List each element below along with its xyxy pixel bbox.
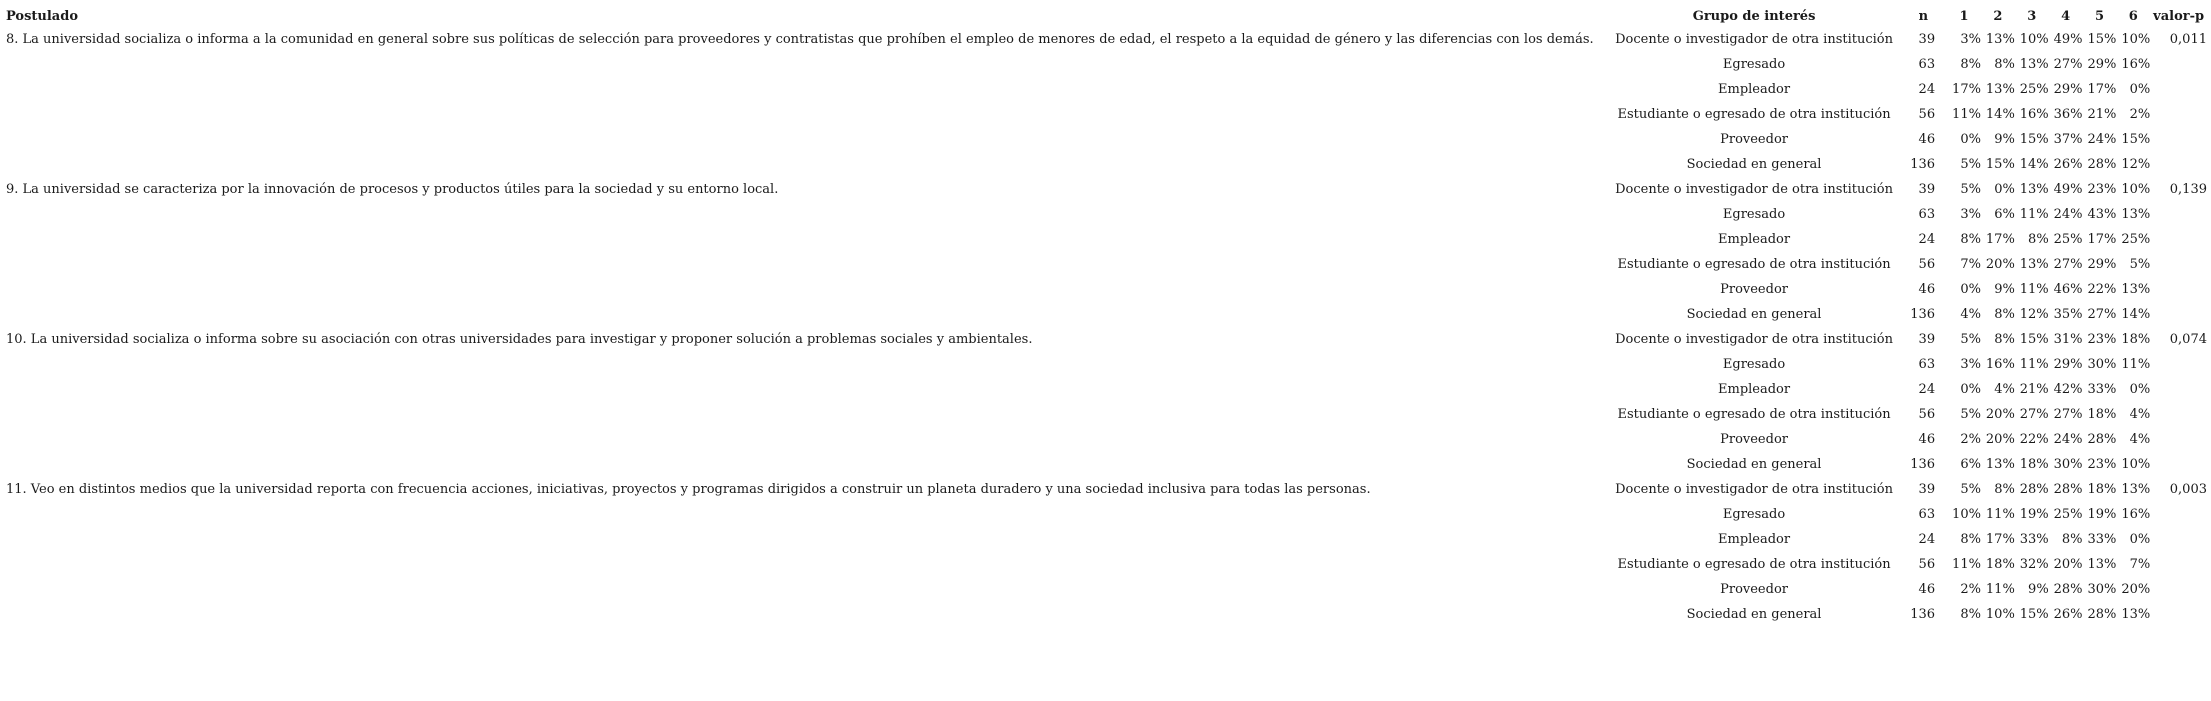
pct-score-1-cell: 2% [1960,432,1981,447]
pct-score-6-cell: 2% [2129,107,2151,122]
grupo-cell: Sociedad en general [1686,307,1822,322]
postulado-text: 11. Veo en distintos medios que la universidad reporta con frecuencia acciones, iniciativas, proyectos y programas dirigidos a construir un planeta duradero y una sociedad inclusiva para todas las personas. [6,482,1371,497]
pct-score-4-cell: 27% [2053,407,2083,422]
table-row [6,152,2211,177]
postulado-empty [6,202,1609,227]
pct-score-6-cell: 13% [2121,607,2151,622]
pct-score-4-cell: 28% [2053,582,2083,597]
pct-score-1-cell: 5% [1960,157,1981,172]
pct-score-2-cell: 8% [1994,57,2015,72]
pct-score-2-cell: 18% [1985,557,2015,572]
postulado-empty [6,252,1609,277]
grupo-cell: Docente o investigador de otra institución [1615,182,1894,197]
grupo-cell: Docente o investigador de otra institución [1615,332,1894,347]
pct-score-1-cell: 6% [1960,457,1981,472]
valor-p-cell: 0,074 [2169,332,2207,347]
pct-score-2-cell: 11% [1985,582,2015,597]
postulado-empty [6,577,1609,602]
grupo-cell: Proveedor [1720,282,1788,297]
postulado-text: 10. La universidad socializa o informa sobre su asociación con otras universidades para investigar y proponer solución a problemas sociales y ambientales. [6,332,1033,347]
pct-score-6-cell: 16% [2121,507,2151,522]
n-cell: 39 [1918,32,1936,47]
n-cell: 24 [1918,232,1936,247]
n-cell: 39 [1918,332,1936,347]
n-cell: 39 [1918,482,1936,497]
pct-score-6-cell: 7% [2129,557,2151,572]
pct-score-6-cell: 10% [2121,182,2151,197]
postulado-empty [6,277,1609,302]
pct-score-6-cell: 4% [2129,407,2151,422]
pct-score-1-cell: 17% [1952,82,1981,97]
pct-score-4-cell: 29% [2053,82,2083,97]
pct-score-2-cell: 9% [1994,282,2015,297]
postulado-empty [6,352,1609,377]
table-row [6,527,2211,552]
n-cell: 136 [1910,157,1936,172]
pct-score-1-cell: 5% [1960,182,1981,197]
grupo-cell: Sociedad en general [1686,457,1822,472]
pct-score-6-cell: 5% [2129,257,2151,272]
valor-p-empty [2150,227,2211,252]
grupo-cell: Egresado [1722,57,1786,72]
table-row [6,52,2211,77]
n-cell: 63 [1918,357,1936,372]
pct-score-2-cell: 15% [1985,157,2015,172]
n-cell: 136 [1910,457,1936,472]
header-score-5: 5 [2094,9,2104,24]
pct-score-5-cell: 33% [2087,532,2117,547]
pct-score-3-cell: 15% [2019,132,2049,147]
grupo-cell: Proveedor [1720,432,1788,447]
pct-score-1-cell: 0% [1960,132,1981,147]
pct-score-3-cell: 14% [2019,157,2049,172]
pct-score-5-cell: 23% [2087,457,2117,472]
pct-score-1-cell: 8% [1960,232,1981,247]
pct-score-1-cell: 0% [1960,382,1981,397]
pct-score-6-cell: 0% [2129,82,2151,97]
pct-score-4-cell: 20% [2053,557,2083,572]
pct-score-2-cell: 14% [1985,107,2015,122]
n-cell: 39 [1918,182,1936,197]
pct-score-4-cell: 24% [2053,432,2083,447]
pct-score-2-cell: 6% [1994,207,2015,222]
pct-score-6-cell: 14% [2121,307,2151,322]
pct-score-1-cell: 8% [1960,57,1981,72]
pct-score-5-cell: 21% [2087,107,2117,122]
valor-p-empty [2150,102,2211,127]
table-row [6,252,2211,277]
pct-score-4-cell: 27% [2053,257,2083,272]
pct-score-5-cell: 22% [2087,282,2117,297]
header-score-2: 2 [1993,9,2003,24]
pct-score-3-cell: 11% [2019,282,2049,297]
pct-score-4-cell: 31% [2053,332,2083,347]
pct-score-4-cell: 27% [2053,57,2083,72]
grupo-cell: Sociedad en general [1686,607,1822,622]
pct-score-3-cell: 11% [2019,357,2049,372]
pct-score-6-cell: 25% [2121,232,2151,247]
grupo-cell: Empleador [1718,382,1791,397]
pct-score-1-cell: 11% [1952,107,1981,122]
grupo-cell: Egresado [1722,357,1786,372]
pct-score-4-cell: 42% [2053,382,2083,397]
valor-p-empty [2150,527,2211,552]
pct-score-6-cell: 20% [2121,582,2151,597]
pct-score-2-cell: 8% [1994,482,2015,497]
postulado-empty [6,127,1609,152]
pct-score-3-cell: 27% [2019,407,2049,422]
pct-score-3-cell: 33% [2019,532,2049,547]
grupo-cell: Proveedor [1720,132,1788,147]
pct-score-5-cell: 17% [2087,232,2117,247]
table-row [6,327,2211,352]
pct-score-5-cell: 17% [2087,82,2117,97]
pct-score-3-cell: 11% [2019,207,2049,222]
pct-score-4-cell: 49% [2053,32,2083,47]
n-cell: 46 [1918,282,1936,297]
valor-p-empty [2150,152,2211,177]
pct-score-6-cell: 18% [2121,332,2151,347]
grupo-cell: Estudiante o egresado de otra institución [1617,557,1891,572]
valor-p-empty [2150,277,2211,302]
postulado-empty [6,377,1609,402]
table-row [6,602,2211,627]
header-score-6: 6 [2128,9,2138,24]
pct-score-3-cell: 22% [2019,432,2049,447]
pct-score-4-cell: 49% [2053,182,2083,197]
pct-score-6-cell: 15% [2121,132,2151,147]
postulado-empty [6,402,1609,427]
pct-score-3-cell: 13% [2019,182,2049,197]
n-cell: 56 [1918,557,1936,572]
table-row [6,377,2211,402]
table-row [6,177,2211,202]
pct-score-1-cell: 3% [1960,32,1981,47]
pct-score-4-cell: 26% [2053,607,2083,622]
valor-p-empty [2150,77,2211,102]
pct-score-3-cell: 25% [2019,82,2049,97]
pct-score-4-cell: 26% [2053,157,2083,172]
valor-p-empty [2150,602,2211,627]
pct-score-6-cell: 0% [2129,382,2151,397]
pct-score-2-cell: 8% [1994,307,2015,322]
n-cell: 136 [1910,607,1936,622]
pct-score-3-cell: 18% [2019,457,2049,472]
pct-score-5-cell: 24% [2087,132,2117,147]
grupo-cell: Egresado [1722,507,1786,522]
pct-score-1-cell: 2% [1960,582,1981,597]
pct-score-6-cell: 13% [2121,482,2151,497]
pct-score-1-cell: 10% [1952,507,1981,522]
pct-score-2-cell: 20% [1985,257,2015,272]
n-cell: 46 [1918,582,1936,597]
table-row [6,452,2211,477]
table-row [6,477,2211,502]
pct-score-4-cell: 8% [2061,532,2083,547]
postulado-text: 9. La universidad se caracteriza por la innovación de procesos y productos útiles para la sociedad y su entorno local. [6,182,779,197]
pct-score-6-cell: 4% [2129,432,2151,447]
pct-score-6-cell: 0% [2129,532,2151,547]
pct-score-6-cell: 11% [2121,357,2151,372]
pct-score-4-cell: 37% [2053,132,2083,147]
pct-score-5-cell: 27% [2087,307,2117,322]
pct-score-5-cell: 23% [2087,332,2117,347]
table-row [6,202,2211,227]
postulado-empty [6,602,1609,627]
pct-score-3-cell: 15% [2019,332,2049,347]
results-table-container [6,6,2211,627]
valor-p-empty [2150,552,2211,577]
postulado-empty [6,427,1609,452]
pct-score-4-cell: 36% [2053,107,2083,122]
header-score-3: 3 [2027,9,2037,24]
grupo-cell: Sociedad en general [1686,157,1822,172]
n-cell: 46 [1918,132,1936,147]
pct-score-4-cell: 24% [2053,207,2083,222]
n-cell: 56 [1918,407,1936,422]
postulado-empty [6,452,1609,477]
valor-p-empty [2150,377,2211,402]
table-row [6,402,2211,427]
pct-score-4-cell: 35% [2053,307,2083,322]
pct-score-3-cell: 13% [2019,57,2049,72]
n-cell: 24 [1918,82,1936,97]
pct-score-1-cell: 5% [1960,332,1981,347]
valor-p-empty [2150,577,2211,602]
pct-score-1-cell: 5% [1960,407,1981,422]
postulado-empty [6,227,1609,252]
n-cell: 24 [1918,382,1936,397]
table-row [6,227,2211,252]
pct-score-3-cell: 16% [2019,107,2049,122]
pct-score-5-cell: 29% [2087,57,2117,72]
valor-p-cell: 0,011 [2169,32,2207,47]
pct-score-2-cell: 11% [1985,507,2015,522]
pct-score-3-cell: 21% [2019,382,2049,397]
pct-score-2-cell: 13% [1985,32,2015,47]
grupo-cell: Estudiante o egresado de otra institución [1617,107,1891,122]
pct-score-5-cell: 28% [2087,157,2117,172]
pct-score-3-cell: 32% [2019,557,2049,572]
pct-score-3-cell: 9% [2028,582,2049,597]
grupo-cell: Proveedor [1720,582,1788,597]
header-score-4: 4 [2061,9,2071,24]
postulado-text: 8. La universidad socializa o informa a la comunidad en general sobre sus políticas de selección para proveedores y contratistas que prohíben el empleo de menores de edad, el respeto a la equidad de género y las diferencias con los demás. [6,32,1594,47]
postulado-empty [6,152,1609,177]
valor-p-empty [2150,52,2211,77]
grupo-cell: Empleador [1718,232,1791,247]
valor-p-empty [2150,427,2211,452]
grupo-cell: Empleador [1718,82,1791,97]
table-row [6,302,2211,327]
table-row [6,102,2211,127]
header-grupo: Grupo de interés [1692,9,1816,24]
pct-score-2-cell: 8% [1994,332,2015,347]
pct-score-2-cell: 4% [1994,382,2015,397]
pct-score-3-cell: 13% [2019,257,2049,272]
pct-score-5-cell: 18% [2087,407,2117,422]
results-table [6,6,2211,627]
table-row [6,577,2211,602]
pct-score-2-cell: 0% [1994,182,2015,197]
table-row [6,552,2211,577]
n-cell: 56 [1918,107,1936,122]
pct-score-5-cell: 29% [2087,257,2117,272]
pct-score-1-cell: 7% [1960,257,1981,272]
n-cell: 24 [1918,532,1936,547]
n-cell: 63 [1918,57,1936,72]
header-valor-p: valor-p [2153,9,2205,24]
pct-score-1-cell: 5% [1960,482,1981,497]
pct-score-2-cell: 13% [1985,457,2015,472]
pct-score-1-cell: 3% [1960,207,1981,222]
n-cell: 56 [1918,257,1936,272]
pct-score-6-cell: 13% [2121,282,2151,297]
header-postulado: Postulado [6,9,78,24]
pct-score-4-cell: 28% [2053,482,2083,497]
pct-score-2-cell: 16% [1985,357,2015,372]
pct-score-5-cell: 30% [2087,357,2117,372]
table-row [6,352,2211,377]
postulado-empty [6,102,1609,127]
valor-p-empty [2150,127,2211,152]
pct-score-1-cell: 3% [1960,357,1981,372]
pct-score-5-cell: 28% [2087,607,2117,622]
table-row [6,427,2211,452]
n-cell: 136 [1910,307,1936,322]
postulado-empty [6,302,1609,327]
pct-score-5-cell: 13% [2087,557,2117,572]
table-row [6,27,2211,52]
pct-score-2-cell: 10% [1985,607,2015,622]
header-score-1: 1 [1959,9,1969,24]
pct-score-6-cell: 12% [2121,157,2151,172]
pct-score-4-cell: 25% [2053,507,2083,522]
grupo-cell: Estudiante o egresado de otra institución [1617,257,1891,272]
pct-score-1-cell: 8% [1960,532,1981,547]
pct-score-2-cell: 13% [1985,82,2015,97]
valor-p-empty [2150,402,2211,427]
pct-score-2-cell: 17% [1985,232,2015,247]
valor-p-empty [2150,452,2211,477]
pct-score-5-cell: 28% [2087,432,2117,447]
pct-score-4-cell: 29% [2053,357,2083,372]
grupo-cell: Docente o investigador de otra institución [1615,32,1894,47]
n-cell: 63 [1918,507,1936,522]
pct-score-3-cell: 8% [2028,232,2049,247]
n-cell: 63 [1918,207,1936,222]
pct-score-2-cell: 17% [1985,532,2015,547]
valor-p-empty [2150,502,2211,527]
pct-score-5-cell: 43% [2087,207,2117,222]
pct-score-5-cell: 30% [2087,582,2117,597]
grupo-cell: Estudiante o egresado de otra institución [1617,407,1891,422]
valor-p-empty [2150,252,2211,277]
pct-score-6-cell: 13% [2121,207,2151,222]
pct-score-6-cell: 10% [2121,32,2151,47]
pct-score-5-cell: 33% [2087,382,2117,397]
pct-score-3-cell: 28% [2019,482,2049,497]
pct-score-1-cell: 8% [1960,607,1981,622]
pct-score-6-cell: 16% [2121,57,2151,72]
pct-score-5-cell: 19% [2087,507,2117,522]
valor-p-empty [2150,202,2211,227]
valor-p-empty [2150,352,2211,377]
pct-score-4-cell: 30% [2053,457,2083,472]
pct-score-3-cell: 19% [2019,507,2049,522]
postulado-empty [6,77,1609,102]
header-n: n [1918,9,1929,24]
pct-score-4-cell: 25% [2053,232,2083,247]
valor-p-cell: 0,003 [2169,482,2207,497]
table-row [6,502,2211,527]
valor-p-cell: 0,139 [2169,182,2207,197]
table-row [6,277,2211,302]
pct-score-5-cell: 18% [2087,482,2117,497]
pct-score-5-cell: 23% [2087,182,2117,197]
n-cell: 46 [1918,432,1936,447]
table-row [6,127,2211,152]
pct-score-2-cell: 20% [1985,407,2015,422]
header-row [6,6,2211,27]
pct-score-1-cell: 11% [1952,557,1981,572]
pct-score-6-cell: 10% [2121,457,2151,472]
pct-score-3-cell: 15% [2019,607,2049,622]
pct-score-2-cell: 20% [1985,432,2015,447]
pct-score-1-cell: 4% [1960,307,1981,322]
pct-score-5-cell: 15% [2087,32,2117,47]
table-row [6,77,2211,102]
postulado-empty [6,552,1609,577]
pct-score-3-cell: 10% [2019,32,2049,47]
valor-p-empty [2150,302,2211,327]
pct-score-1-cell: 0% [1960,282,1981,297]
pct-score-4-cell: 46% [2053,282,2083,297]
pct-score-2-cell: 9% [1994,132,2015,147]
postulado-empty [6,52,1609,77]
grupo-cell: Docente o investigador de otra institución [1615,482,1894,497]
postulado-empty [6,527,1609,552]
table-body [6,27,2211,627]
pct-score-3-cell: 12% [2019,307,2049,322]
grupo-cell: Egresado [1722,207,1786,222]
postulado-empty [6,502,1609,527]
grupo-cell: Empleador [1718,532,1791,547]
